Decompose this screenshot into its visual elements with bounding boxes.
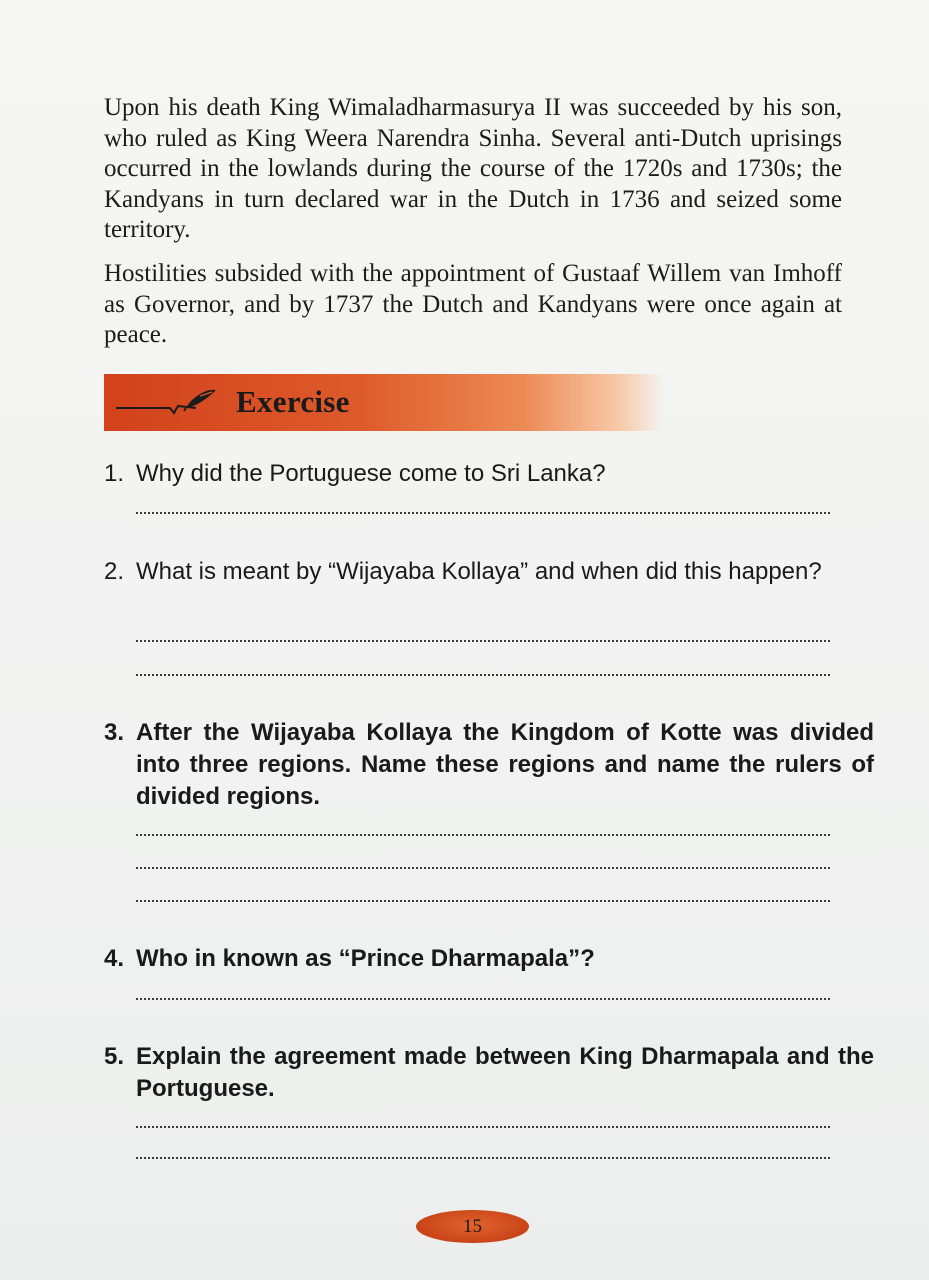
question-number: 3. [104, 719, 125, 746]
answer-line[interactable] [136, 998, 830, 1000]
answer-line[interactable] [136, 1157, 830, 1159]
question-text: What is meant by “Wijayaba Kollaya” and when did this happen? [136, 558, 822, 585]
exercise-banner [104, 374, 664, 431]
paragraph-hostilities: Hostilities subsided with the appointment of Gustaaf Willem van Imhoff as Governor, and by 1737 the Dutch and Kandyans were once again at peace. [104, 260, 842, 348]
answer-line[interactable] [136, 674, 830, 676]
question-number: 4. [104, 945, 125, 972]
answer-line[interactable] [136, 867, 830, 869]
question-1 [104, 458, 874, 490]
answer-line[interactable] [136, 900, 830, 902]
answer-line[interactable] [136, 1126, 830, 1128]
question-3 [104, 717, 874, 813]
question-text: Why did the Portuguese come to Sri Lanka? [136, 460, 606, 487]
page-number-badge: 15 [416, 1210, 529, 1243]
question-number: 5. [104, 1043, 125, 1070]
question-5 [104, 1041, 874, 1105]
question-text: Who in known as “Prince Dharmapala”? [136, 945, 595, 972]
question-text: After the Wijayaba Kollaya the Kingdom of Kotte was divided into three regions. Name these regions and name the rulers of divided regions. [136, 719, 874, 810]
question-number: 2. [104, 558, 125, 585]
question-text: Explain the agreement made between King Dharmapala and the Portuguese. [136, 1043, 874, 1102]
question-4 [104, 943, 874, 975]
answer-line[interactable] [136, 640, 830, 642]
question-2 [104, 556, 874, 588]
paragraph-succession: Upon his death King Wimaladharmasurya II was succeeded by his son, who ruled as King Weera Narendra Sinha. Several anti-Dutch uprisings occurred in the lowlands during the course of the 1720s and 1730s; the Kandyans in turn declared war in the Dutch in 1736 and seized some territory. [104, 94, 842, 243]
answer-line[interactable] [136, 834, 830, 836]
exercise-title: Exercise [236, 384, 350, 419]
pen-writing-icon [156, 386, 226, 420]
answer-line[interactable] [136, 512, 830, 514]
question-number: 1. [104, 460, 125, 487]
